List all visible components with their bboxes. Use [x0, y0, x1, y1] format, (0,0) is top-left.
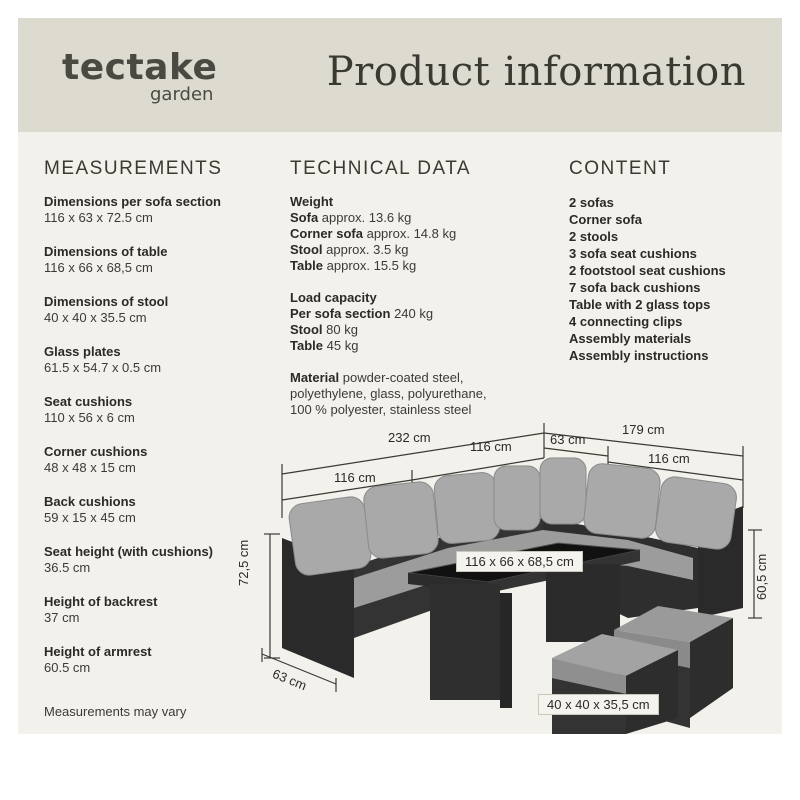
furniture-diagram [18, 18, 782, 734]
technical-heading: TECHNICAL DATA [290, 158, 472, 179]
content-item: Corner sofa [569, 212, 642, 227]
measurement-label: Corner cushions [44, 444, 148, 459]
content-heading: CONTENT [569, 158, 672, 179]
content-item: 3 sofa seat cushions [569, 246, 697, 261]
measurement-label: Height of backrest [44, 594, 158, 609]
measurement-value: 116 x 63 x 72.5 cm [44, 210, 153, 225]
measurement-label: Glass plates [44, 344, 121, 359]
measurement-value: 59 x 15 x 45 cm [44, 510, 136, 525]
load-label: Per sofa section [290, 306, 391, 321]
measurement-label: Seat cushions [44, 394, 133, 409]
measurement-label: Dimensions of stool [44, 294, 169, 309]
weight-title: Weight [290, 194, 334, 209]
measurement-value: 36.5 cm [44, 560, 91, 575]
weight-value: approx. 14.8 kg [366, 226, 457, 241]
dim-section-b: 116 cm [470, 439, 512, 454]
content-item: Table with 2 glass tops [569, 297, 711, 312]
material-label: Material [290, 370, 340, 385]
content-item: 2 sofas [569, 195, 614, 210]
weight-label: Corner sofa [290, 226, 363, 241]
content-item: 4 connecting clips [569, 314, 683, 329]
material-line: 100 % polyester, stainless steel [290, 402, 472, 417]
material-line: powder-coated steel, [342, 370, 464, 385]
content-item: 2 stools [569, 229, 619, 244]
load-label: Table [290, 338, 323, 353]
dim-section-a: 116 cm [334, 470, 376, 485]
load-value: 80 kg [326, 322, 358, 337]
dim-depth-top: 63 cm [550, 432, 586, 447]
measurement-value: 37 cm [44, 610, 80, 625]
dim-total-left: 232 cm [388, 430, 431, 445]
measurements-note: Measurements may vary [44, 704, 187, 719]
weight-label: Stool [290, 242, 323, 257]
brand-subtitle: garden [150, 84, 214, 105]
dim-height-left: 72,5 cm [236, 539, 251, 586]
material-line: polyethylene, glass, polyurethane, [290, 386, 487, 401]
dim-depth-bottom: 63 cm [270, 666, 309, 694]
dim-total-right: 179 cm [622, 422, 665, 437]
load-title: Load capacity [290, 290, 377, 305]
dim-height-right: 60,5 cm [754, 553, 769, 600]
stool-dimension-tag: 40 x 40 x 35,5 cm [538, 694, 659, 715]
measurement-value: 40 x 40 x 35.5 cm [44, 310, 147, 325]
measurement-value: 61.5 x 54.7 x 0.5 cm [44, 360, 162, 375]
content-item: 2 footstool seat cushions [569, 263, 726, 278]
product-info-card [18, 18, 782, 734]
content-item: 7 sofa back cushions [569, 280, 701, 295]
measurement-label: Height of armrest [44, 644, 152, 659]
measurements-heading: MEASUREMENTS [44, 158, 223, 179]
measurement-label: Seat height (with cushions) [44, 544, 214, 559]
brand-logo: tectake [62, 47, 218, 88]
weight-label: Table [290, 258, 323, 273]
measurement-value: 60.5 cm [44, 660, 91, 675]
measurement-label: Dimensions of table [44, 244, 168, 259]
weight-value: approx. 3.5 kg [326, 242, 409, 257]
page-title: Product information [326, 49, 746, 95]
measurement-value: 48 x 48 x 15 cm [44, 460, 136, 475]
content-item: Assembly instructions [569, 348, 709, 363]
measurement-label: Dimensions per sofa section [44, 194, 221, 209]
weight-value: approx. 15.5 kg [326, 258, 417, 273]
content-item: Assembly materials [569, 331, 692, 346]
dim-section-c: 116 cm [648, 451, 690, 466]
load-value: 45 kg [326, 338, 359, 353]
weight-label: Sofa [290, 210, 319, 225]
load-value: 240 kg [394, 306, 434, 321]
table-dimension-tag: 116 x 66 x 68,5 cm [456, 551, 583, 572]
measurement-label: Back cushions [44, 494, 136, 509]
measurement-value: 116 x 66 x 68,5 cm [44, 260, 153, 275]
load-label: Stool [290, 322, 323, 337]
weight-value: approx. 13.6 kg [321, 210, 412, 225]
measurement-value: 110 x 56 x 6 cm [44, 410, 135, 425]
